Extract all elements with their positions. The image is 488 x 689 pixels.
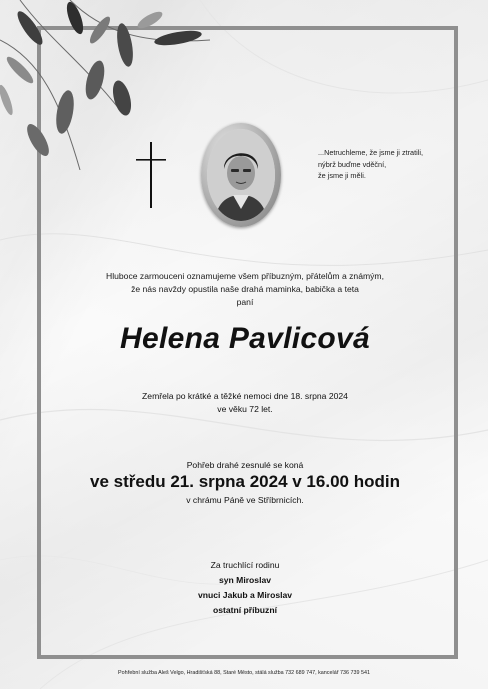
memorial-quote (318, 147, 458, 182)
quote-line: ...Netruchleme, že jsme ji ztratili, (318, 148, 424, 157)
death-line: Zemřela po krátké a těžké nemoci dne 18. srpna 2024 (142, 391, 348, 401)
announcement-line: že nás navždy opustila naše drahá maminka, babička a teta (131, 284, 359, 294)
funeral-place: v chrámu Páně ve Stříbrnicích. (186, 495, 304, 505)
announcement-text (60, 270, 430, 309)
cross-icon (136, 142, 166, 208)
leaves-decoration-icon (0, 0, 215, 170)
mourner-son: syn Miroslav (218, 575, 272, 585)
announcement-line: Hluboce zarmouceni oznamujeme všem příbuzným, přátelům a známým, (106, 271, 384, 281)
mourner-grandsons: vnuci Jakub a Miroslav (197, 590, 293, 600)
quote-line: že jsme ji měli. (318, 171, 366, 180)
deceased-name: Helena Pavlicová (120, 322, 370, 355)
mourners-intro: Za truchlící rodinu (210, 560, 280, 570)
quote-line: nýbrž buďme vděční, (318, 159, 387, 169)
portrait-photo (207, 129, 275, 221)
mourner-relatives: ostatní příbuzní (213, 605, 277, 615)
death-details (60, 390, 430, 416)
funeral-service-footer: Pohřební služba Aleš Velgo, Hradišťská 88, Staré Město, stálá služba 732 689 747, kancelář 736 739 541 (118, 670, 370, 676)
mourners-list (60, 558, 430, 618)
funeral-datetime: ve středu 21. srpna 2024 v 16.00 hodin (90, 472, 400, 491)
death-age: ve věku 72 let. (217, 404, 273, 414)
announcement-line: paní (236, 297, 254, 307)
funeral-intro: Pohřeb drahé zesnulé se koná (186, 460, 304, 470)
